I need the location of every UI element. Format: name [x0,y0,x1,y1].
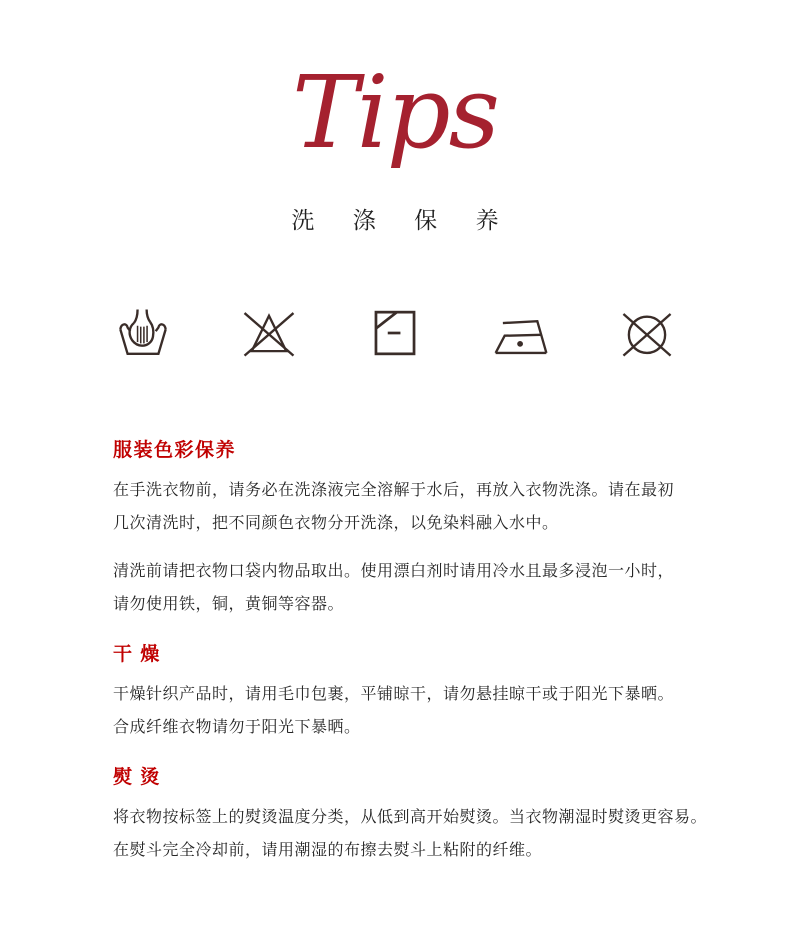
tips-script-title: Tips [291,54,498,171]
paragraph-line: 将衣物按标签上的熨烫温度分类，从低到高开始熨烫。当衣物潮湿时熨烫更容易。 [113,809,708,826]
subtitle-wash-care: 洗 涤 保 养 [291,207,515,233]
care-text-content [113,440,708,882]
iron-low-heat-icon [492,304,550,362]
care-paragraph [113,555,693,621]
paragraph-line: 在熨斗完全冷却前，请用潮湿的布擦去熨斗上粘附的纤维。 [113,842,543,859]
section-heading-ironing: 熨 烫 [113,767,161,788]
section-heading-color-care: 服装色彩保养 [113,440,237,461]
paragraph-line: 合成纤维衣物请勿于阳光下暴晒。 [113,719,361,736]
paragraph-line: 在手洗衣物前，请务必在洗涤液完全溶解于水后，再放入衣物洗涤。请在最初 [113,482,675,499]
care-symbols-row [0,304,790,362]
care-paragraph [113,678,693,744]
paragraph-line: 清洗前请把衣物口袋内物品取出。使用漂白剂时请用冷水且最多浸泡一小时， [113,563,675,580]
dry-flat-in-shade-icon [366,304,424,362]
hand-wash-icon [114,304,172,362]
care-paragraph [113,474,693,540]
do-not-dry-clean-icon [618,304,676,362]
do-not-bleach-icon [240,304,298,362]
section-heading-drying: 干 燥 [113,644,161,665]
paragraph-line: 几次清洗时，把不同颜色衣物分开洗涤，以免染料融入水中。 [113,515,559,532]
care-paragraph [113,801,708,867]
paragraph-line: 干燥针织产品时，请用毛巾包裹，平铺晾干，请勿悬挂晾干或于阳光下暴晒。 [113,686,675,703]
paragraph-line: 请勿使用铁，铜，黄铜等容器。 [113,596,345,613]
